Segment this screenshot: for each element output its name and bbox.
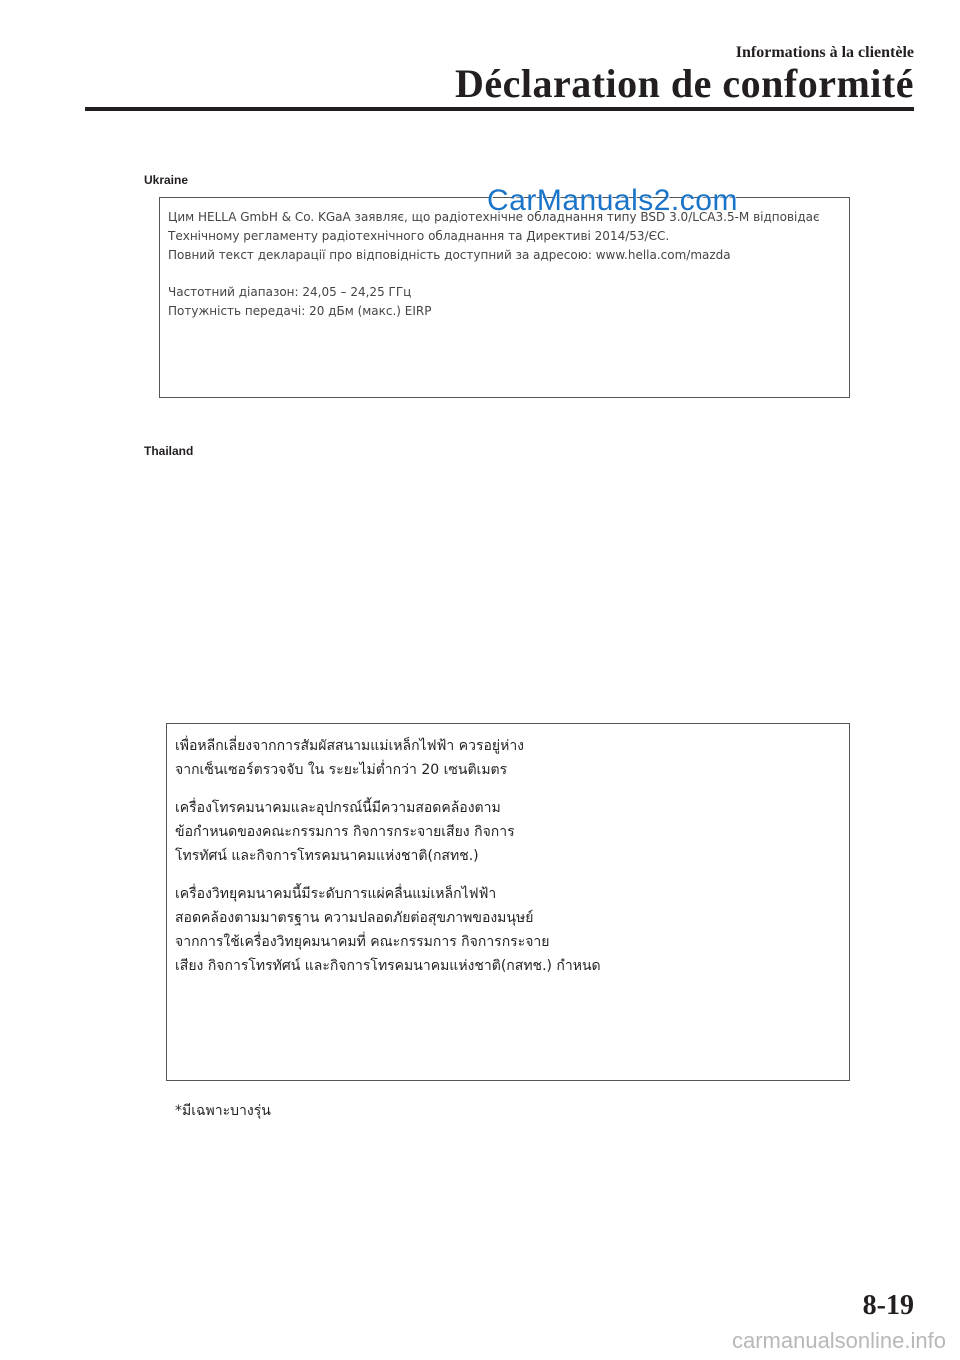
thai-line: สอดคล้องตามมาตรฐาน ความปลอดภัยต่อสุขภาพของมนุษย์ [175, 910, 534, 926]
thai-line: จากเซ็นเซอร์ตรวจจับ ใน ระยะไม่ต่ำกว่า 20 เซนติเมตร [175, 762, 508, 778]
thai-line: ข้อกำหนดของคณะกรรมการ กิจการกระจายเสียง กิจการ [175, 824, 515, 840]
thai-line: เครื่องโทรคมนาคมและอุปกรณ์นี้มีความสอดคล้องตาม [175, 800, 501, 816]
thai-line: โทรทัศน์ และกิจการโทรคมนาคมแห่งชาติ(กสทช.) [175, 848, 479, 864]
ukraine-line: Частотний діапазон: 24,05 – 24,25 ГГц [168, 285, 412, 299]
page-title: Déclaration de conformité [454, 61, 914, 106]
ukraine-line: Цим HELLA GmbH & Co. KGaA заявляє, що радіотехнічне обладнання типу BSD 3.0/LCA3.5-M відповідає [168, 210, 820, 224]
ukraine-line: Потужність передачі: 20 дБм (макс.) EIRP [168, 304, 432, 318]
thai-footnote: *มีเฉพาะบางรุ่น [175, 1103, 271, 1119]
ukraine-declaration-box [159, 197, 850, 398]
thai-line: จากการใช้เครื่องวิทยุคมนาคมที่ คณะกรรมการ กิจการกระจาย [175, 934, 550, 950]
thai-line: เสียง กิจการโทรทัศน์ และกิจการโทรคมนาคมแห่งชาติ(กสทช.) กำหนด [175, 958, 601, 974]
thai-line: เพื่อหลีกเลี่ยงจากการสัมผัสสนามแม่เหล็กไฟฟ้า ควรอยู่ห่าง [175, 738, 525, 754]
ukraine-line: Технічному регламенту радіотехнічного обладнання та Директиві 2014/53/ЄС. [168, 229, 670, 243]
ukraine-line: Повний текст декларації про відповідність доступний за адресою: www.hella.com/mazda [168, 248, 731, 262]
thailand-declaration-box [166, 723, 850, 1081]
thai-line: เครื่องวิทยุคมนาคมนี้มีระดับการแผ่คลื่นแม่เหล็กไฟฟ้า [175, 886, 497, 902]
thailand-label: Thailand [144, 444, 194, 458]
title-rule [85, 107, 914, 111]
section-subtitle: Informations à la clientèle [735, 44, 914, 61]
watermark: CarManuals2.com [487, 184, 738, 217]
page-number: 8-19 [862, 1290, 914, 1321]
footer-site: carmanualsonline.info [731, 1328, 946, 1353]
ukraine-label: Ukraine [144, 173, 189, 187]
